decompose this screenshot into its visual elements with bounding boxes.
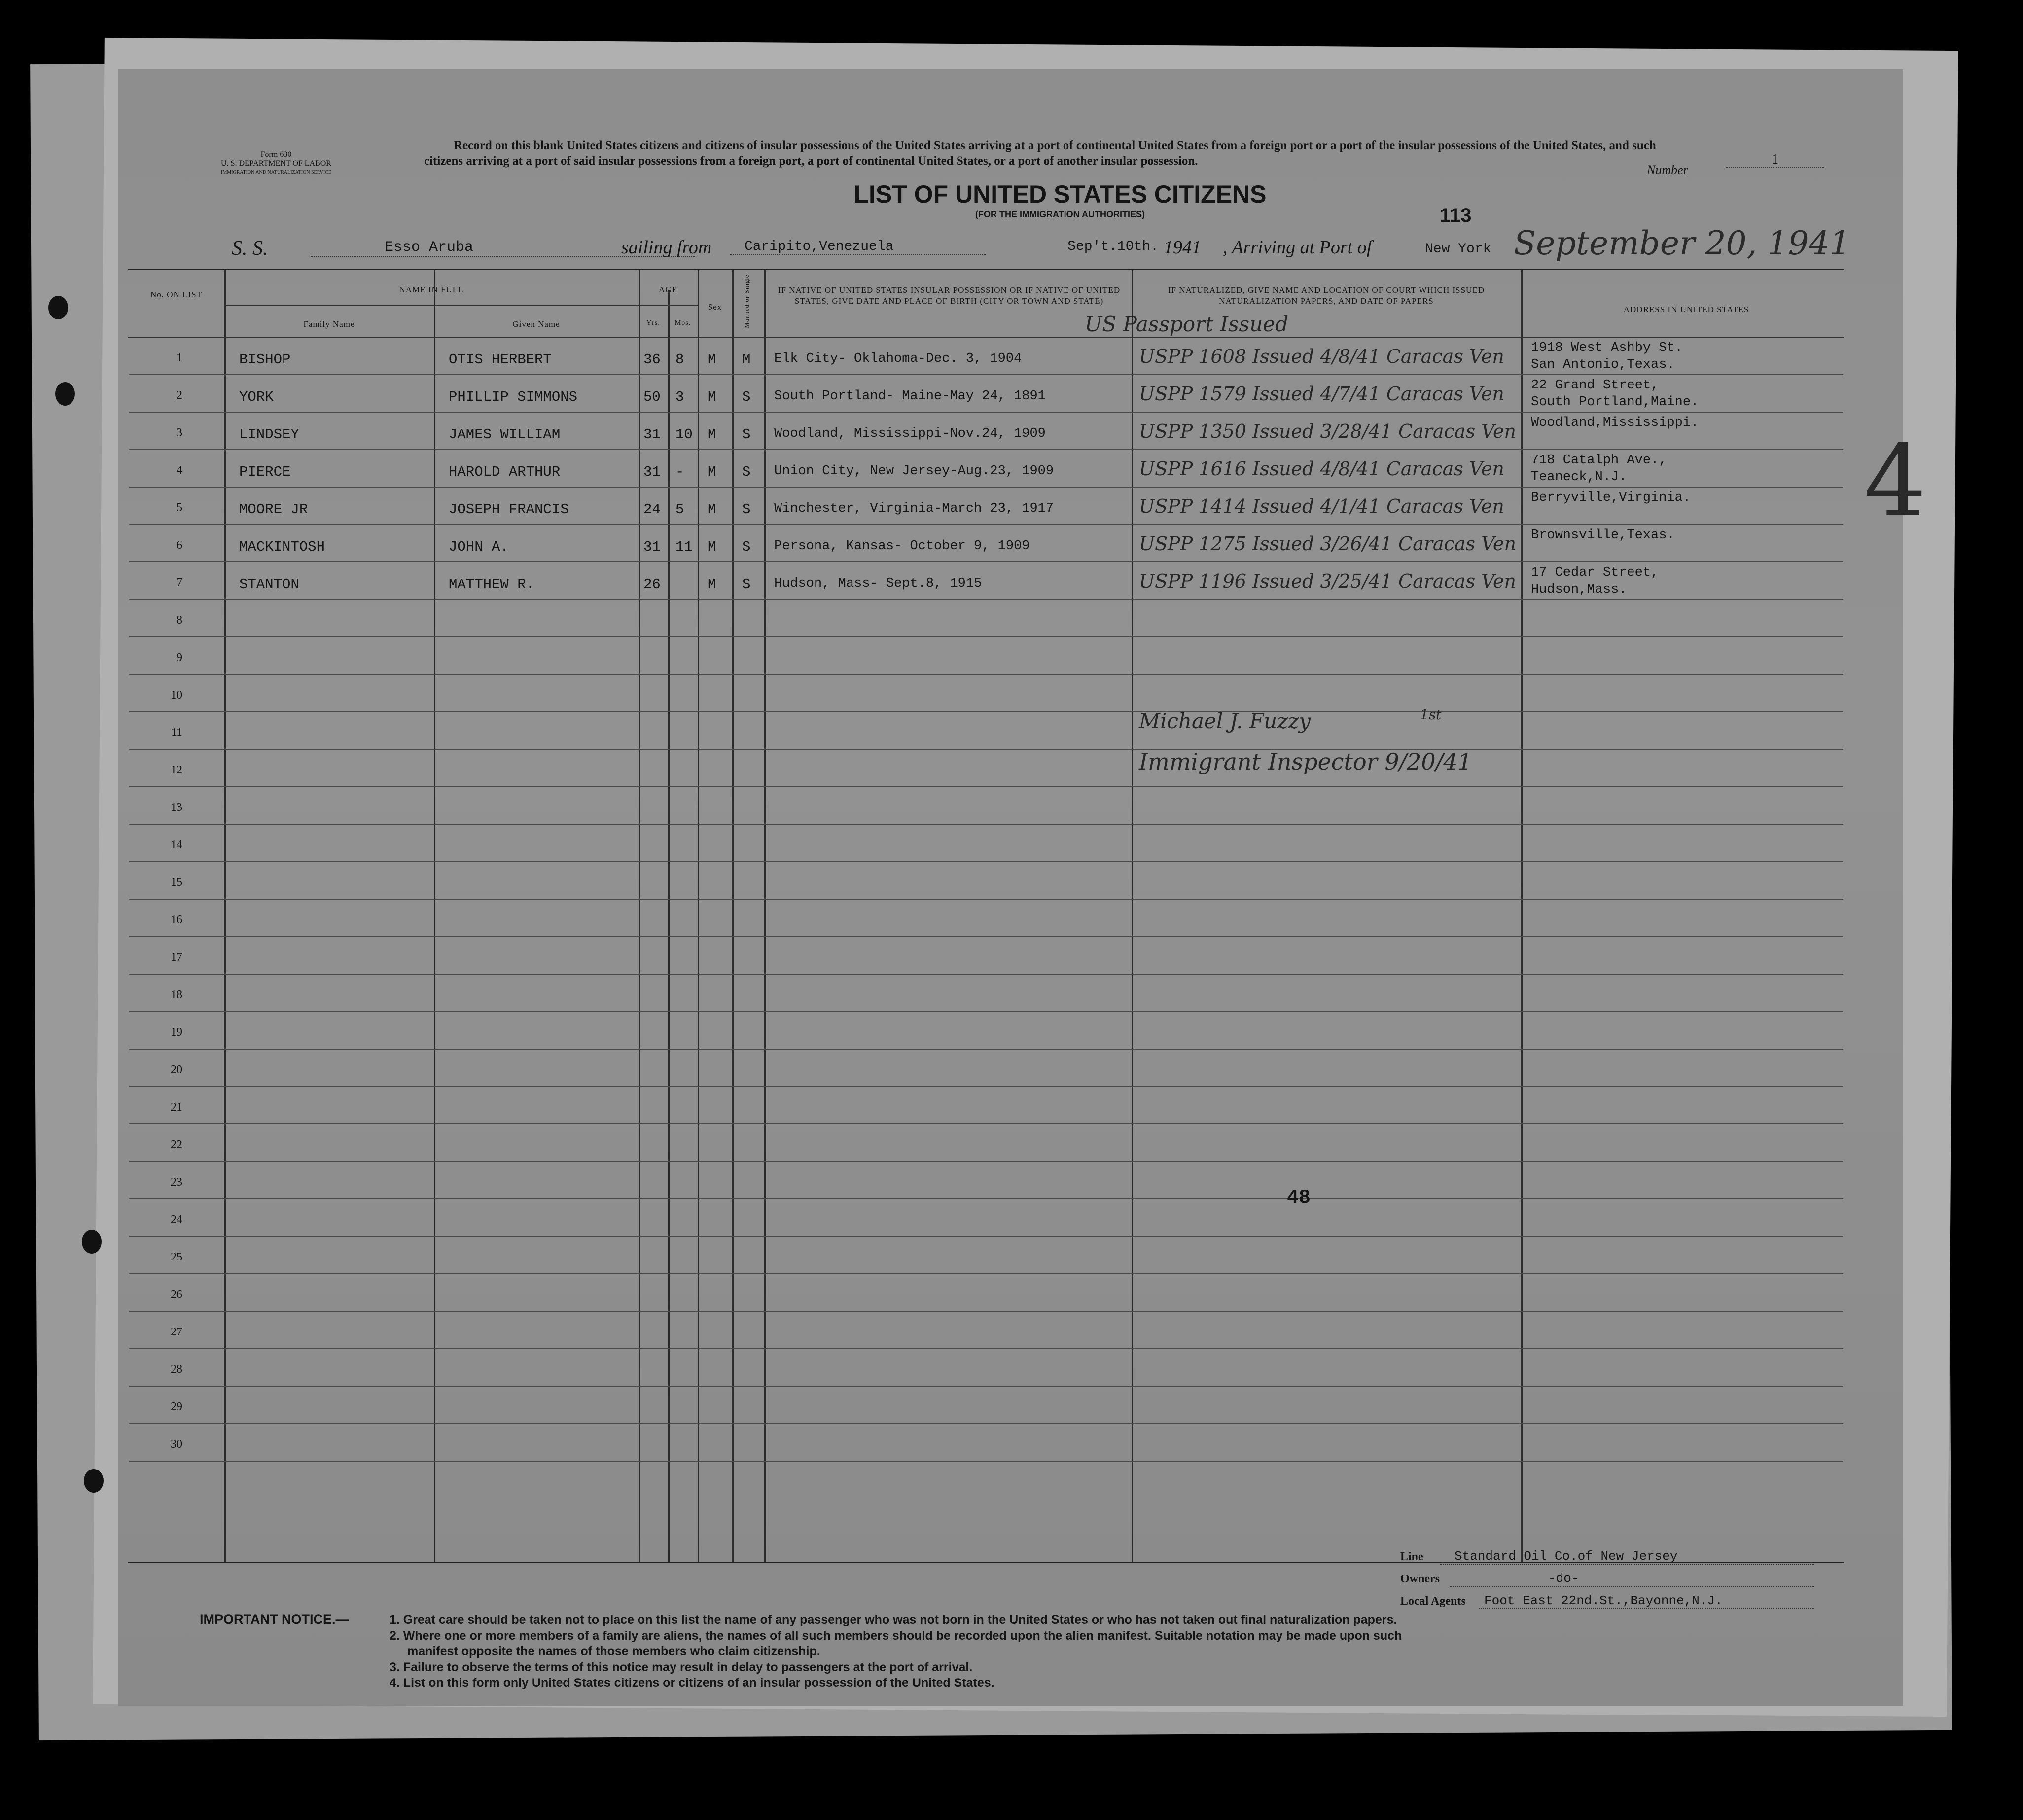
number-label: Number xyxy=(1647,163,1688,177)
row-rule xyxy=(129,749,1843,750)
notice-item: 2. Where one or more members of a family are aliens, the names of all such members should be recorded upon the alien manifest. Suitable notation may be made upon such xyxy=(390,1629,1402,1643)
sailing-label: sailing from xyxy=(621,237,712,258)
row-rule xyxy=(129,1273,1843,1274)
naturalization-cell: USPP 1275 Issued 3/26/41 Caracas Ven xyxy=(1139,533,1516,555)
row-number: 27 xyxy=(171,1326,182,1338)
family-name-cell: YORK xyxy=(239,389,274,405)
row-number: 13 xyxy=(171,801,182,814)
inspector-signature: Michael J. Fuzzy xyxy=(1139,709,1311,733)
naturalization-cell: USPP 1608 Issued 4/8/41 Caracas Ven xyxy=(1139,346,1504,367)
stamp-number: 113 xyxy=(1440,205,1472,226)
service-name: IMMIGRATION AND NATURALIZATION SERVICE xyxy=(221,170,331,175)
department-block xyxy=(177,150,375,177)
row-number: 8 xyxy=(177,614,182,627)
binder-hole xyxy=(84,1469,104,1493)
birth-cell: Persona, Kansas- October 9, 1909 xyxy=(774,539,1030,554)
age-months-cell: 8 xyxy=(675,351,684,368)
address-line1-cell: 1918 West Ashby St. xyxy=(1531,341,1683,355)
row-rule xyxy=(129,1086,1843,1087)
header-address: ADDRESS IN UNITED STATES xyxy=(1623,305,1749,314)
row-rule xyxy=(129,1236,1843,1237)
header-naturalized: IF NATURALIZED, GIVE NAME AND LOCATION OF COURT WHICH ISSUED NATURALIZATION PAPERS, AND DATE OF PAPERS xyxy=(1168,285,1485,306)
marital-status-cell: S xyxy=(742,576,751,593)
address-line1-cell: Berryville,Virginia. xyxy=(1531,490,1691,505)
row-number: 9 xyxy=(177,651,182,664)
header-given-name: Given Name xyxy=(512,319,560,329)
row-rule xyxy=(129,599,1843,600)
age-months-cell: 3 xyxy=(675,389,684,405)
naturalization-cell: USPP 1196 Issued 3/25/41 Caracas Ven xyxy=(1139,570,1516,592)
address-line1-cell: 718 Catalph Ave., xyxy=(1531,453,1667,468)
row-number: 5 xyxy=(177,501,182,514)
notice-item: 1. Great care should be taken not to place on this list the name of any passenger who was not born in the United States or who has not taken out final naturalization papers. xyxy=(390,1613,1397,1627)
inspector-title: Immigrant Inspector 9/20/41 xyxy=(1139,748,1472,775)
agents-value: Foot East 22nd.St.,Bayonne,N.J. xyxy=(1479,1593,1814,1609)
row-rule xyxy=(129,1198,1843,1199)
marital-status-cell: S xyxy=(742,426,751,443)
marital-status-cell: S xyxy=(742,389,751,405)
age-months-cell: - xyxy=(675,464,684,480)
row-number: 29 xyxy=(171,1400,182,1413)
sex-cell: M xyxy=(708,464,716,480)
age-years-cell: 31 xyxy=(643,426,661,443)
instructions-text: Record on this blank United States citizens and citizens of insular possessions of the United States arriving at a port of continental United States from a foreign port or a port of the insular possessions of the United States, and such citizens arriving at a port of said insular possessions from a foreign port, a port of continental United States, or a port of another insular possession. xyxy=(424,139,1656,168)
header-birth: IF NATIVE OF UNITED STATES INSULAR POSSESSION OR IF NATIVE OF UNITED STATES, GIVE DATE AND PLACE OF BIRTH (CITY OR TOWN AND STATE) xyxy=(778,285,1121,306)
header-no-on-list: No. ON LIST xyxy=(150,290,202,299)
family-name-cell: STANTON xyxy=(239,576,299,593)
sex-cell: M xyxy=(708,576,716,593)
row-number: 11 xyxy=(171,726,182,739)
row-rule xyxy=(129,1011,1843,1012)
row-number: 21 xyxy=(171,1101,182,1114)
marital-status-cell: S xyxy=(742,501,751,518)
age-months-cell: 5 xyxy=(675,501,684,518)
age-years-cell: 36 xyxy=(643,351,661,368)
address-line1-cell: 22 Grand Street, xyxy=(1531,378,1659,393)
owners-label: Owners xyxy=(1400,1573,1440,1585)
inspector-initials: 1st xyxy=(1420,706,1442,723)
given-name-cell: JAMES WILLIAM xyxy=(449,426,561,443)
sex-cell: M xyxy=(708,426,716,443)
birth-cell: Hudson, Mass- Sept.8, 1915 xyxy=(774,576,982,591)
family-name-cell: LINDSEY xyxy=(239,426,299,443)
given-name-cell: PHILLIP SIMMONS xyxy=(449,389,578,405)
row-rule xyxy=(129,1386,1843,1387)
marital-status-cell: S xyxy=(742,539,751,555)
header-sex: Sex xyxy=(708,302,722,312)
given-name-cell: MATTHEW R. xyxy=(449,576,535,593)
row-rule xyxy=(129,899,1843,900)
header-family-name: Family Name xyxy=(303,319,355,329)
row-number: 19 xyxy=(171,1026,182,1039)
notice-item: 3. Failure to observe the terms of this notice may result in delay to passengers at the port of arrival. xyxy=(390,1660,973,1674)
row-number: 18 xyxy=(171,988,182,1001)
passenger-table xyxy=(128,269,1844,1563)
birth-cell: Union City, New Jersey-Aug.23, 1909 xyxy=(774,464,1054,479)
sail-year: 1941 xyxy=(1164,237,1201,258)
row-rule xyxy=(129,1423,1843,1424)
page-stamp: 48 xyxy=(1287,1187,1311,1209)
row-number: 25 xyxy=(171,1251,182,1263)
row-number: 7 xyxy=(177,576,182,589)
agents-label: Local Agents xyxy=(1400,1595,1466,1608)
row-number: 14 xyxy=(171,839,182,851)
header-yrs: Yrs. xyxy=(646,319,660,327)
age-years-cell: 50 xyxy=(643,389,661,405)
row-rule xyxy=(129,487,1843,488)
row-rule xyxy=(129,412,1843,413)
row-rule xyxy=(129,936,1843,937)
address-line2-cell: South Portland,Maine. xyxy=(1531,395,1699,410)
binder-hole xyxy=(48,296,68,319)
row-number: 26 xyxy=(171,1288,182,1301)
row-number: 23 xyxy=(171,1176,182,1189)
line-label: Line xyxy=(1400,1550,1423,1563)
marital-status-cell: S xyxy=(742,464,751,480)
arriving-label: , Arriving at Port of xyxy=(1223,237,1372,258)
binder-hole xyxy=(55,382,75,406)
address-line1-cell: Brownsville,Texas. xyxy=(1531,528,1675,543)
row-number: 2 xyxy=(177,389,182,402)
notice-heading: IMPORTANT NOTICE.— xyxy=(200,1612,349,1627)
arrival-port: New York xyxy=(1425,242,1491,257)
row-number: 12 xyxy=(171,764,182,776)
row-rule xyxy=(129,824,1843,825)
row-number: 17 xyxy=(171,951,182,964)
row-number: 30 xyxy=(171,1438,182,1451)
row-rule xyxy=(129,786,1843,787)
row-number: 22 xyxy=(171,1138,182,1151)
address-line2-cell: Teaneck,N.J. xyxy=(1531,470,1627,485)
naturalization-cell: USPP 1414 Issued 4/1/41 Caracas Ven xyxy=(1139,495,1504,517)
given-name-cell: JOSEPH FRANCIS xyxy=(449,501,569,518)
sex-cell: M xyxy=(708,501,716,518)
department-name: U. S. DEPARTMENT OF LABOR xyxy=(221,159,331,168)
row-number: 3 xyxy=(177,426,182,439)
family-name-cell: MACKINTOSH xyxy=(239,539,325,555)
address-line1-cell: 17 Cedar Street, xyxy=(1531,565,1659,580)
given-name-cell: OTIS HERBERT xyxy=(449,351,552,368)
row-number: 24 xyxy=(171,1213,182,1226)
age-years-cell: 31 xyxy=(643,464,661,480)
row-rule xyxy=(129,974,1843,975)
row-number: 1 xyxy=(177,351,182,364)
naturalization-cell: USPP 1350 Issued 3/28/41 Caracas Ven xyxy=(1139,420,1516,442)
binder-hole xyxy=(82,1230,102,1254)
notice-list xyxy=(390,1612,1859,1691)
page-title: LIST OF UNITED STATES CITIZENS xyxy=(853,180,1267,208)
header-age: AGE xyxy=(659,285,677,294)
birth-cell: Woodland, Mississippi-Nov.24, 1909 xyxy=(774,426,1046,441)
header-name-in-full: NAME IN FULL xyxy=(399,285,464,294)
address-line2-cell: San Antonio,Texas. xyxy=(1531,357,1675,372)
age-years-cell: 24 xyxy=(643,501,661,518)
row-rule xyxy=(129,561,1843,562)
row-rule xyxy=(129,374,1843,375)
notice-item: manifest opposite the names of those members who claim citizenship. xyxy=(407,1645,820,1658)
row-rule xyxy=(129,1311,1843,1312)
row-rule xyxy=(129,861,1843,862)
ss-label: S. S. xyxy=(232,237,268,260)
row-number: 15 xyxy=(171,876,182,889)
row-rule xyxy=(129,449,1843,450)
birth-cell: Elk City- Oklahoma-Dec. 3, 1904 xyxy=(774,351,1022,366)
age-months-cell: 11 xyxy=(675,539,693,555)
ship-name: Esso Aruba xyxy=(311,239,695,257)
manifest-sheet xyxy=(118,69,1927,1706)
row-number: 16 xyxy=(171,913,182,926)
row-number: 28 xyxy=(171,1363,182,1376)
given-name-cell: JOHN A. xyxy=(449,539,509,555)
row-rule xyxy=(129,636,1843,637)
list-number: 1 xyxy=(1726,152,1824,168)
notice-item: 4. List on this form only United States citizens or citizens of an insular possession of the United States. xyxy=(390,1676,994,1690)
row-rule xyxy=(129,1461,1843,1462)
row-number: 10 xyxy=(171,689,182,701)
row-rule xyxy=(129,674,1843,675)
row-number: 6 xyxy=(177,539,182,552)
birth-cell: South Portland- Maine-May 24, 1891 xyxy=(774,389,1046,404)
family-name-cell: PIERCE xyxy=(239,464,291,480)
form-number: Form 630 xyxy=(260,150,292,159)
page-subtitle: (FOR THE IMMIGRATION AUTHORITIES) xyxy=(975,210,1145,219)
row-number: 20 xyxy=(171,1063,182,1076)
age-years-cell: 26 xyxy=(643,576,661,593)
address-line2-cell: Hudson,Mass. xyxy=(1531,582,1627,597)
sex-cell: M xyxy=(708,389,716,405)
address-line1-cell: Woodland,Mississippi. xyxy=(1531,416,1699,430)
sex-cell: M xyxy=(708,351,716,368)
marital-status-cell: M xyxy=(742,351,751,368)
age-months-cell: 10 xyxy=(675,426,693,443)
margin-mark: 4 xyxy=(1864,424,1927,539)
family-name-cell: BISHOP xyxy=(239,351,291,368)
row-number: 4 xyxy=(177,464,182,477)
row-rule xyxy=(129,1049,1843,1050)
line-value: Standard Oil Co.of New Jersey xyxy=(1440,1549,1814,1565)
owners-value: -do- xyxy=(1450,1571,1814,1587)
row-rule xyxy=(129,711,1843,712)
age-years-cell: 31 xyxy=(643,539,661,555)
row-rule xyxy=(129,524,1843,525)
sail-date: Sep't.10th. xyxy=(1067,239,1159,254)
row-rule xyxy=(129,1123,1843,1124)
sailing-from: Caripito,Venezuela xyxy=(730,239,986,255)
passport-note: US Passport Issued xyxy=(1085,312,1289,336)
naturalization-cell: USPP 1579 Issued 4/7/41 Caracas Ven xyxy=(1139,383,1504,405)
header-mos: Mos. xyxy=(674,319,691,327)
header-married-or-single: Married or Single xyxy=(743,274,750,328)
row-rule xyxy=(129,1348,1843,1349)
naturalization-cell: USPP 1616 Issued 4/8/41 Caracas Ven xyxy=(1139,458,1504,480)
arrival-date: September 20, 1941 xyxy=(1514,224,1850,262)
birth-cell: Winchester, Virginia-March 23, 1917 xyxy=(774,501,1054,516)
family-name-cell: MOORE JR xyxy=(239,501,308,518)
given-name-cell: HAROLD ARTHUR xyxy=(449,464,561,480)
row-rule xyxy=(129,1161,1843,1162)
sex-cell: M xyxy=(708,539,716,555)
